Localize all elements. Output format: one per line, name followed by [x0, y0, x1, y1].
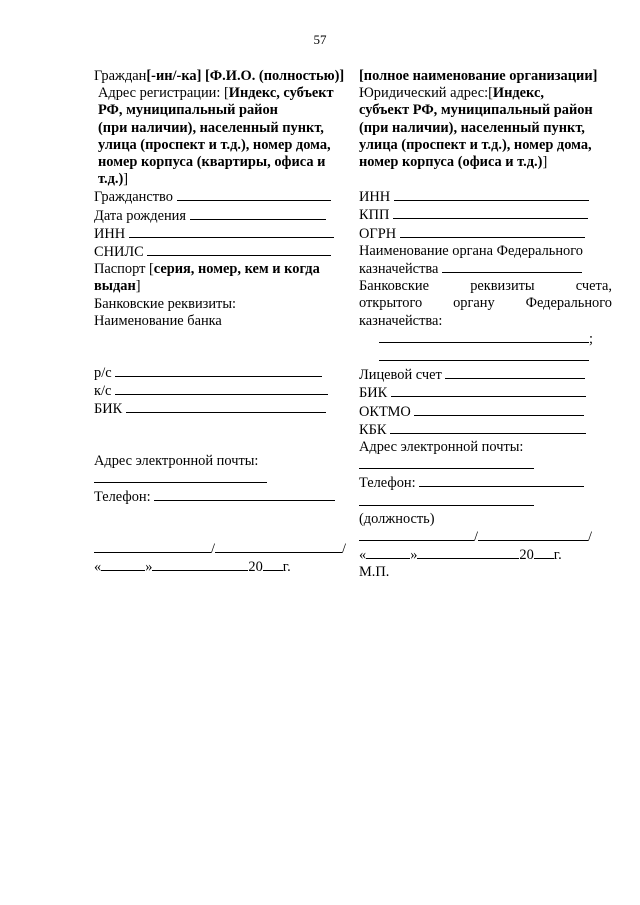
citizen-phone-field[interactable]	[94, 488, 356, 506]
citizen-column	[94, 68, 356, 577]
treasury-account-blank-2[interactable]	[379, 348, 589, 361]
organization-name: [полное наименование организации]	[359, 68, 598, 84]
position-label: (должность)	[359, 510, 435, 527]
org-year-prefix: 20	[519, 547, 534, 564]
org-bik-blank[interactable]	[391, 384, 586, 397]
org-signature-separator: /	[474, 529, 478, 546]
position-blank[interactable]	[359, 493, 534, 506]
address-line-4: улица (проспект и т.д.), номер дома,	[98, 136, 331, 153]
org-date-close-quote: »	[410, 547, 418, 564]
org-phone-blank[interactable]	[419, 474, 584, 487]
citizen-phone-blank[interactable]	[154, 488, 335, 501]
personal-account-label: Лицевой счет	[359, 367, 442, 384]
treasury-account-field-1[interactable]	[359, 330, 612, 348]
passport-details-2: выдан	[94, 278, 136, 295]
citizenship-label: Гражданство	[94, 189, 173, 206]
date-open-quote: «	[94, 559, 102, 576]
bank-word-1: Банковские	[359, 278, 429, 295]
kbk-field[interactable]	[359, 421, 612, 439]
address-line-6-text: т.д.)	[98, 171, 124, 188]
org-inn-label: ИНН	[359, 189, 391, 206]
citizen-email-label: Адрес электронной почты:	[94, 452, 259, 469]
passport-details-1: серия, номер, кем и когда	[153, 261, 320, 278]
year-blank[interactable]	[263, 558, 283, 571]
address-line-1: Индекс, субъект	[228, 85, 334, 102]
address-line-2: РФ, муниципальный район	[98, 102, 278, 119]
passport-close-bracket: ]	[135, 278, 141, 295]
treasury-account-blank-1[interactable]	[379, 330, 589, 343]
citizen-inn-blank[interactable]	[129, 225, 334, 238]
date-close-quote: »	[145, 559, 153, 576]
citizen-signature-separator-end: /	[342, 541, 346, 558]
legal-address-close-bracket: ]	[542, 154, 548, 171]
kpp-blank[interactable]	[393, 206, 588, 219]
citizen-bik-blank[interactable]	[126, 400, 326, 413]
address-label-text: Адрес регистрации: [	[98, 85, 229, 102]
bank-name-label: Наименование банка	[94, 312, 222, 329]
citizen-fio: [Ф.И.О. (полностью)]	[205, 68, 345, 84]
treasury-account-field-2[interactable]	[359, 348, 612, 366]
org-name-blank[interactable]	[478, 528, 588, 541]
treasury-name-label: Наименование органа Федерального	[359, 242, 583, 259]
legal-address-line-2: субъект РФ, муниципальный район	[359, 102, 593, 119]
org-signature-blank[interactable]	[359, 528, 474, 541]
citizen-date-field[interactable]	[94, 558, 356, 576]
ks-label: к/с	[94, 383, 112, 400]
oktmo-label: ОКТМО	[359, 403, 411, 420]
citizen-signature-field[interactable]	[94, 540, 356, 558]
org-year-blank[interactable]	[534, 546, 554, 559]
org-date-open-quote: «	[359, 547, 367, 564]
citizen-header	[94, 68, 356, 85]
legal-address-label-text: Юридический адрес:[	[359, 85, 493, 102]
kbk-label: КБК	[359, 421, 387, 438]
opened-account-label	[359, 295, 612, 312]
address-line-5: номер корпуса (квартиры, офиса и	[98, 154, 326, 171]
birthdate-blank[interactable]	[190, 207, 326, 220]
kpp-field[interactable]	[359, 206, 612, 224]
oktmo-blank[interactable]	[414, 403, 584, 416]
ks-field[interactable]	[94, 382, 356, 400]
citizen-name-blank[interactable]	[215, 540, 342, 553]
org-email-label: Адрес электронной почты:	[359, 439, 524, 456]
semicolon: ;	[589, 330, 593, 347]
passport-label-cont	[94, 278, 356, 295]
address-close-bracket: ]	[123, 171, 129, 188]
treasury-name-blank[interactable]	[442, 260, 582, 273]
legal-address-line-4: улица (проспект и т.д.), номер дома,	[359, 136, 592, 153]
ks-blank[interactable]	[115, 382, 328, 395]
legal-address-line-5	[359, 154, 612, 171]
ogrn-blank[interactable]	[400, 225, 585, 238]
org-inn-blank[interactable]	[394, 188, 589, 201]
birthdate-field[interactable]	[94, 207, 356, 225]
org-bik-label: БИК	[359, 385, 388, 402]
citizen-phone-label: Телефон:	[94, 489, 151, 506]
org-signature-separator-end: /	[588, 529, 592, 546]
ogrn-field[interactable]	[359, 225, 612, 243]
org-inn-field[interactable]	[359, 188, 612, 206]
citizenship-field[interactable]	[94, 188, 356, 206]
birthdate-label: Дата рождения	[94, 207, 186, 224]
opened-word-2: органу	[453, 295, 495, 312]
org-phone-field[interactable]	[359, 474, 612, 492]
org-year-suffix: г.	[553, 547, 562, 564]
treasury-label-end: казначейства:	[359, 312, 443, 329]
treasury-name-field[interactable]	[359, 260, 612, 278]
org-email-field[interactable]	[359, 456, 612, 474]
passport-label-text: Паспорт [	[94, 261, 154, 278]
personal-account-blank[interactable]	[445, 366, 585, 379]
rs-field[interactable]	[94, 364, 356, 382]
citizen-bank-details-label: Банковские реквизиты:	[94, 295, 236, 312]
org-date-field[interactable]	[359, 546, 612, 564]
citizen-email-blank[interactable]	[94, 470, 267, 483]
bank-word-2: реквизиты	[470, 278, 535, 295]
org-phone-label: Телефон:	[359, 475, 416, 492]
page-number: 57	[313, 32, 327, 47]
organization-column	[359, 68, 612, 582]
legal-address-label	[359, 85, 612, 102]
treasury-name-label-cont: казначейства	[359, 261, 439, 278]
org-day-blank[interactable]	[366, 546, 410, 559]
kbk-blank[interactable]	[390, 421, 586, 434]
org-email-blank[interactable]	[359, 456, 534, 469]
year-suffix: г.	[282, 559, 291, 576]
org-bik-field[interactable]	[359, 384, 612, 402]
position-blank-row[interactable]	[359, 493, 612, 511]
citizen-email-field[interactable]	[94, 470, 356, 488]
citizen-header-prefix: Граждан	[94, 68, 147, 84]
address-line-3: (при наличии), населенный пункт,	[98, 119, 324, 136]
month-blank[interactable]	[152, 558, 248, 571]
org-month-blank[interactable]	[417, 546, 519, 559]
citizen-address-label	[94, 85, 356, 102]
legal-address-line-3: (при наличии), населенный пункт,	[359, 119, 585, 136]
citizen-inn-field[interactable]	[94, 225, 356, 243]
day-blank[interactable]	[101, 558, 145, 571]
opened-word-1: открытого	[359, 295, 423, 312]
rs-blank[interactable]	[115, 364, 322, 377]
stamp-label: М.П.	[359, 564, 390, 581]
bank-word-3: счета,	[575, 278, 612, 295]
citizen-gender-suffix: [-ин/-ка]	[146, 68, 202, 84]
citizen-bik-label: БИК	[94, 401, 123, 418]
opened-word-3: Федерального	[525, 295, 612, 312]
citizenship-blank[interactable]	[177, 188, 331, 201]
ogrn-label: ОГРН	[359, 225, 397, 242]
org-bank-details-label	[359, 278, 612, 295]
year-prefix: 20	[248, 559, 263, 576]
snils-label: СНИЛС	[94, 244, 144, 261]
kpp-label: КПП	[359, 207, 390, 224]
citizen-signature-separator: /	[211, 541, 215, 558]
address-line-6	[94, 171, 356, 188]
snils-blank[interactable]	[147, 243, 331, 256]
citizen-bik-field[interactable]	[94, 400, 356, 418]
citizen-inn-label: ИНН	[94, 225, 126, 242]
oktmo-field[interactable]	[359, 403, 612, 421]
org-signature-field[interactable]	[359, 528, 612, 546]
personal-account-field[interactable]	[359, 366, 612, 384]
legal-address-line-5-text: номер корпуса (офиса и т.д.)	[359, 154, 543, 171]
snils-field[interactable]	[94, 243, 356, 261]
rs-label: р/с	[94, 365, 112, 382]
passport-label	[94, 261, 356, 278]
citizen-signature-blank[interactable]	[94, 540, 211, 553]
legal-address-line-1: Индекс,	[492, 85, 544, 102]
